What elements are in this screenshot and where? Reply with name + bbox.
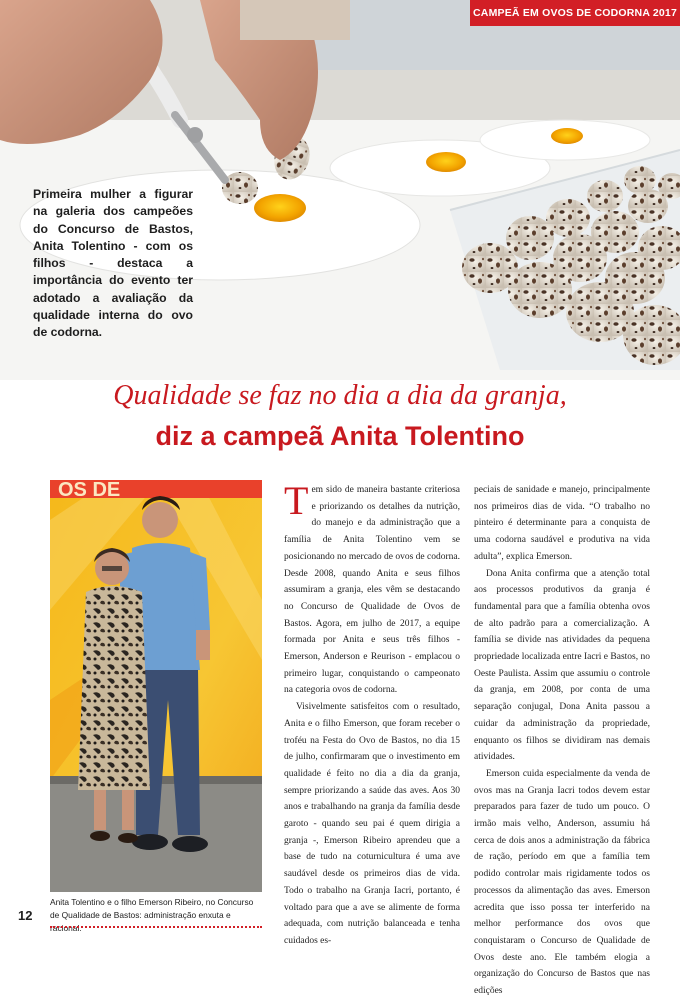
headline-line-1: Qualidade se faz no dia a dia da granja, (113, 380, 567, 411)
article-paragraph: Visivelmente satisfeitos com o resultado, Anita e o filho Emerson, que foram receber o troféu na Festa do Ovo de Bastos, no dia 15 de julho, confirmaram que o investimento em qualidade é feito no dia a dia da granja, sempre priorizando a saúde das aves. Aos 30 anos e trabalhando na granja da família desde garoto - quando seu pai é quem dirigia a granja -, Emerson Ribeiro aprendeu que a base de tudo na coturnicultura é uma ave saudável desde os primeiros dias de vida. Todo o trabalho na Granja Iacri, portanto, é voltado para que a ave se alimente de forma adequada, com nutrição balanceada e tenha cuidados es- (284, 702, 460, 946)
article-paragraph: Dona Anita confirma que a atenção total aos processos produtivos da granja é fundamental para que a família obtenha ovos de alto padrão para a comercialização. A família se divide nas atividades da pequena propriedade localizada entre Iacri e Bastos, no Oeste Paulista. Assim que assumiu o controle da granja, em 2008, por conta de uma separação conjugal, Dona Anita passou a cuidar da administração da propriedade, enquanto os filhos se dividiram nas demais atividades. (474, 568, 650, 763)
hero-caption: Primeira mulher a figurar na galeria dos campeões do Concurso de Bastos, Anita Tolentino - com os filhos - destaca a importância do evento ter adotado a avaliação da qualidade interna do ovo de codorna. (33, 187, 193, 340)
photo-caption: Anita Tolentino e o filho Emerson Ribeiro, no Concurso de Qualidade de Bastos: administração enxuta e racional. (50, 897, 254, 933)
article-paragraph (284, 478, 460, 699)
headline-line-2: diz a campeã Anita Tolentino (155, 421, 525, 451)
dotted-rule (50, 926, 262, 928)
article-lead-text: em sido de maneira bastante criteriosa e priorizando os detalhes da nutrição, do manejo e da administração que a família de Anita Tolentino vem se posicionando no mercado de ovos de codorna. Desde 2008, quando Anita e seus filhos assumiram a granja, eles vêm se destacando no Concurso de Qualidade de Ovos de Bastos. Agora, em julho de 2017, a equipe formada por Anita e seus três filhos - Emerson, Anderson e Reurison - emplacou o primeiro lugar, conquistando o campeonato na categoria ovos de codorna. (284, 485, 460, 696)
page-number: 12 (18, 908, 33, 923)
portrait-illustration (50, 480, 262, 892)
section-banner: CAMPEÃ EM OVOS DE CODORNA 2017 (470, 0, 680, 26)
portrait-photo (50, 480, 262, 892)
article-column-2 (474, 482, 650, 1000)
svg-text:OS DE: OS DE (58, 480, 121, 501)
hero-photo (0, 0, 680, 380)
article-column-1 (284, 478, 460, 950)
drop-cap: T (284, 478, 309, 523)
article-paragraph: peciais de sanidade e manejo, principalmente nos primeiros dias de vida. “O trabalho no pinteiro é determinante para a conquista de uma codorna saudável e produtiva na vida adulta”, explica Emerson. (474, 485, 650, 562)
article-paragraph: Emerson cuida especialmente da venda de ovos mas na Granja Iacri todos devem estar preparados para fazer de tudo um pouco. O irmão mais velho, Anderson, assumiu há cerca de dois anos a administração da fábrica de ração, período em que a família tem podido controlar mais rigidamente todos os processos da alimentação das aves. Emerson acredita que isso possa ter interferido na melhor performance dos ovos que conquistaram o Concurso de Qualidade de Ovos deste ano. Ele também elogia a organização do Concurso de Bastos que nas edições (474, 768, 650, 997)
